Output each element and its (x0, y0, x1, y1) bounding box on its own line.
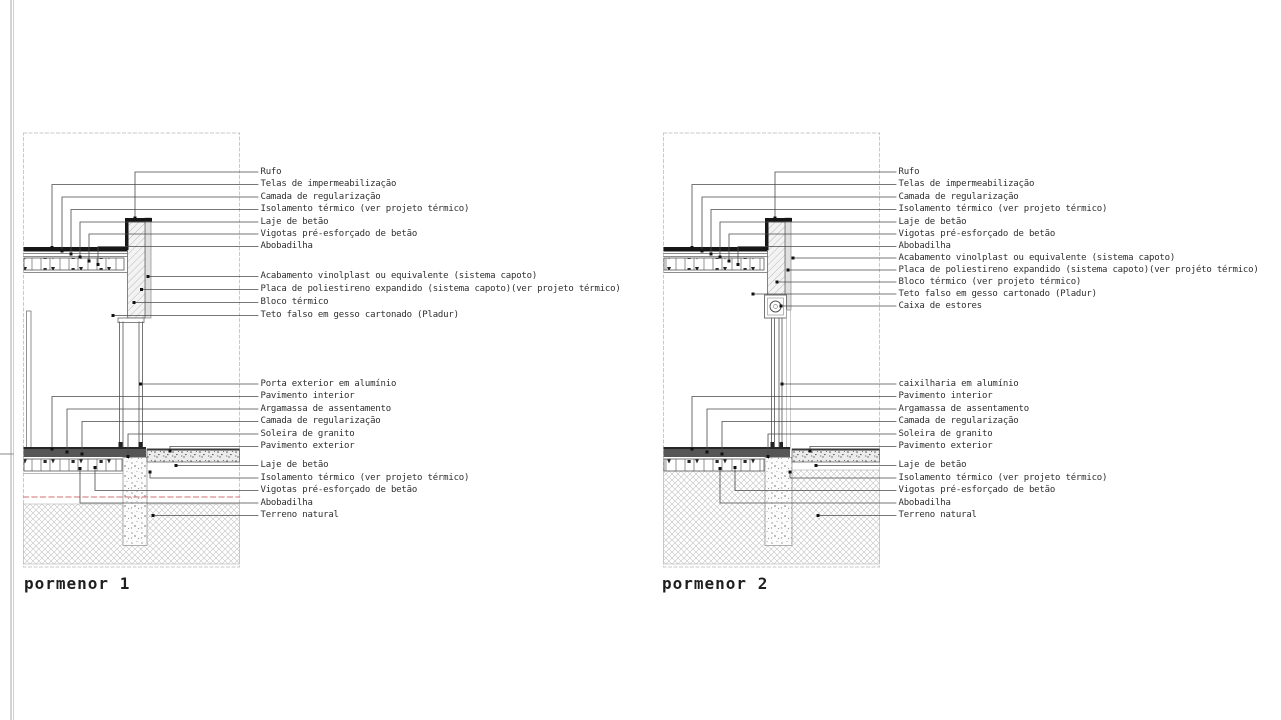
callout-label: Pavimento exterior (898, 441, 993, 452)
detail-1-floor-labels (261, 378, 397, 453)
floor-beam-row (24, 459, 122, 471)
callout-label: Rufo (898, 167, 920, 177)
callout-label: Isolamento térmico (ver projeto térmico) (898, 472, 1108, 483)
detail-2-title: pormenor 2 (662, 574, 769, 593)
parapet-wall-core (768, 222, 786, 295)
callout-label: Soleira de granito (898, 428, 993, 439)
detail-2-floor-labels (899, 378, 1029, 453)
exterior-pavement-band (147, 449, 240, 462)
sheet-border (0, 0, 14, 720)
callout-label: Acabamento vinolplast ou equivalente (sistema capoto) (898, 253, 1176, 263)
detail-1-ground-labels (261, 459, 470, 522)
callout-label: Pavimento interior (260, 391, 355, 402)
callout-label: Abobadilha (260, 241, 313, 252)
callout-label: Porta exterior em alumínio (260, 378, 397, 389)
detail-2-drawing (664, 133, 897, 567)
callout-label: Teto falso em gesso cartonado (Pladur) (898, 289, 1097, 299)
callout-label: Laje de betão (898, 460, 967, 471)
callout-label: Acabamento vinolplast ou equivalente (sistema capoto) (260, 271, 538, 281)
callout-label: Vigotas pré-esforçado de betão (260, 228, 418, 239)
roof-waterproofing-band (664, 247, 769, 252)
callout-label: Argamassa de assentamento (898, 403, 1029, 414)
detail-2-roof-labels (899, 166, 1108, 253)
callout-label: Caixa de estores (898, 301, 982, 311)
callout-label: Bloco térmico (ver projeto térmico) (898, 277, 1082, 287)
callout-label: Abobadilha (898, 241, 951, 252)
window-frame (772, 310, 791, 449)
callout-label: Soleira de granito (260, 428, 355, 439)
detail-1-wall-labels (261, 270, 621, 322)
callout-label: Placa de poliestireno expandido (sistema capoto)(ver projéto térmico) (898, 265, 1259, 275)
callout-label: Telas de impermeabilização (898, 179, 1035, 190)
callout-label: Isolamento térmico (ver projeto térmico) (260, 204, 470, 215)
roof-beam-row (664, 258, 764, 270)
detail-1-roof-labels (261, 166, 470, 253)
callout-label: Abobadilha (260, 497, 313, 508)
callout-label: Terreno natural (260, 510, 339, 521)
callout-label: Abobadilha (898, 497, 951, 508)
roof-waterproofing-band (24, 247, 129, 252)
callout-label: Terreno natural (898, 510, 977, 521)
interior-wall-face (27, 311, 32, 448)
callout-label: Laje de betão (260, 460, 329, 471)
callout-label: Isolamento térmico (ver projeto térmico) (898, 204, 1108, 215)
capoto-insulation-layer (145, 218, 151, 318)
shutter-box (765, 295, 787, 318)
exterior-pavement-band (792, 449, 880, 462)
callout-label: Teto falso em gesso cartonado (Pladur) (260, 310, 459, 320)
callout-label: Rufo (260, 167, 282, 177)
callout-label: Placa de poliestireno expandido (sistema capoto)(ver projeto térmico) (260, 284, 621, 294)
floor-beam-row (664, 459, 764, 471)
detail-1-title: pormenor 1 (24, 574, 131, 593)
callout-label: Pavimento exterior (260, 441, 355, 452)
detail-2-ground-labels (899, 459, 1108, 522)
callout-label: Vigotas pré-esforçado de betão (260, 485, 418, 496)
roof-beam-row (24, 258, 124, 270)
callout-label: Argamassa de assentamento (260, 403, 391, 414)
callout-label: caixilharia em alumínio (898, 378, 1019, 389)
detail-1-drawing (24, 133, 259, 567)
footing (765, 458, 792, 546)
callout-label: Laje de betão (898, 216, 967, 227)
callout-label: Isolamento térmico (ver projeto térmico) (260, 472, 470, 483)
callout-label: Camada de regularização (898, 191, 1019, 202)
callout-label: Telas de impermeabilização (260, 179, 397, 190)
callout-label: Laje de betão (260, 216, 329, 227)
footing (123, 458, 147, 546)
parapet-wall-core (128, 222, 146, 318)
callout-label: Pavimento interior (898, 391, 993, 402)
callout-label: Camada de regularização (260, 416, 381, 427)
detail-2-wall-labels (899, 252, 1259, 312)
callout-label: Vigotas pré-esforçado de betão (898, 228, 1056, 239)
callout-label: Vigotas pré-esforçado de betão (898, 485, 1056, 496)
callout-label: Bloco térmico (260, 297, 329, 307)
callout-label: Camada de regularização (898, 416, 1019, 427)
callout-label: Camada de regularização (260, 191, 381, 202)
